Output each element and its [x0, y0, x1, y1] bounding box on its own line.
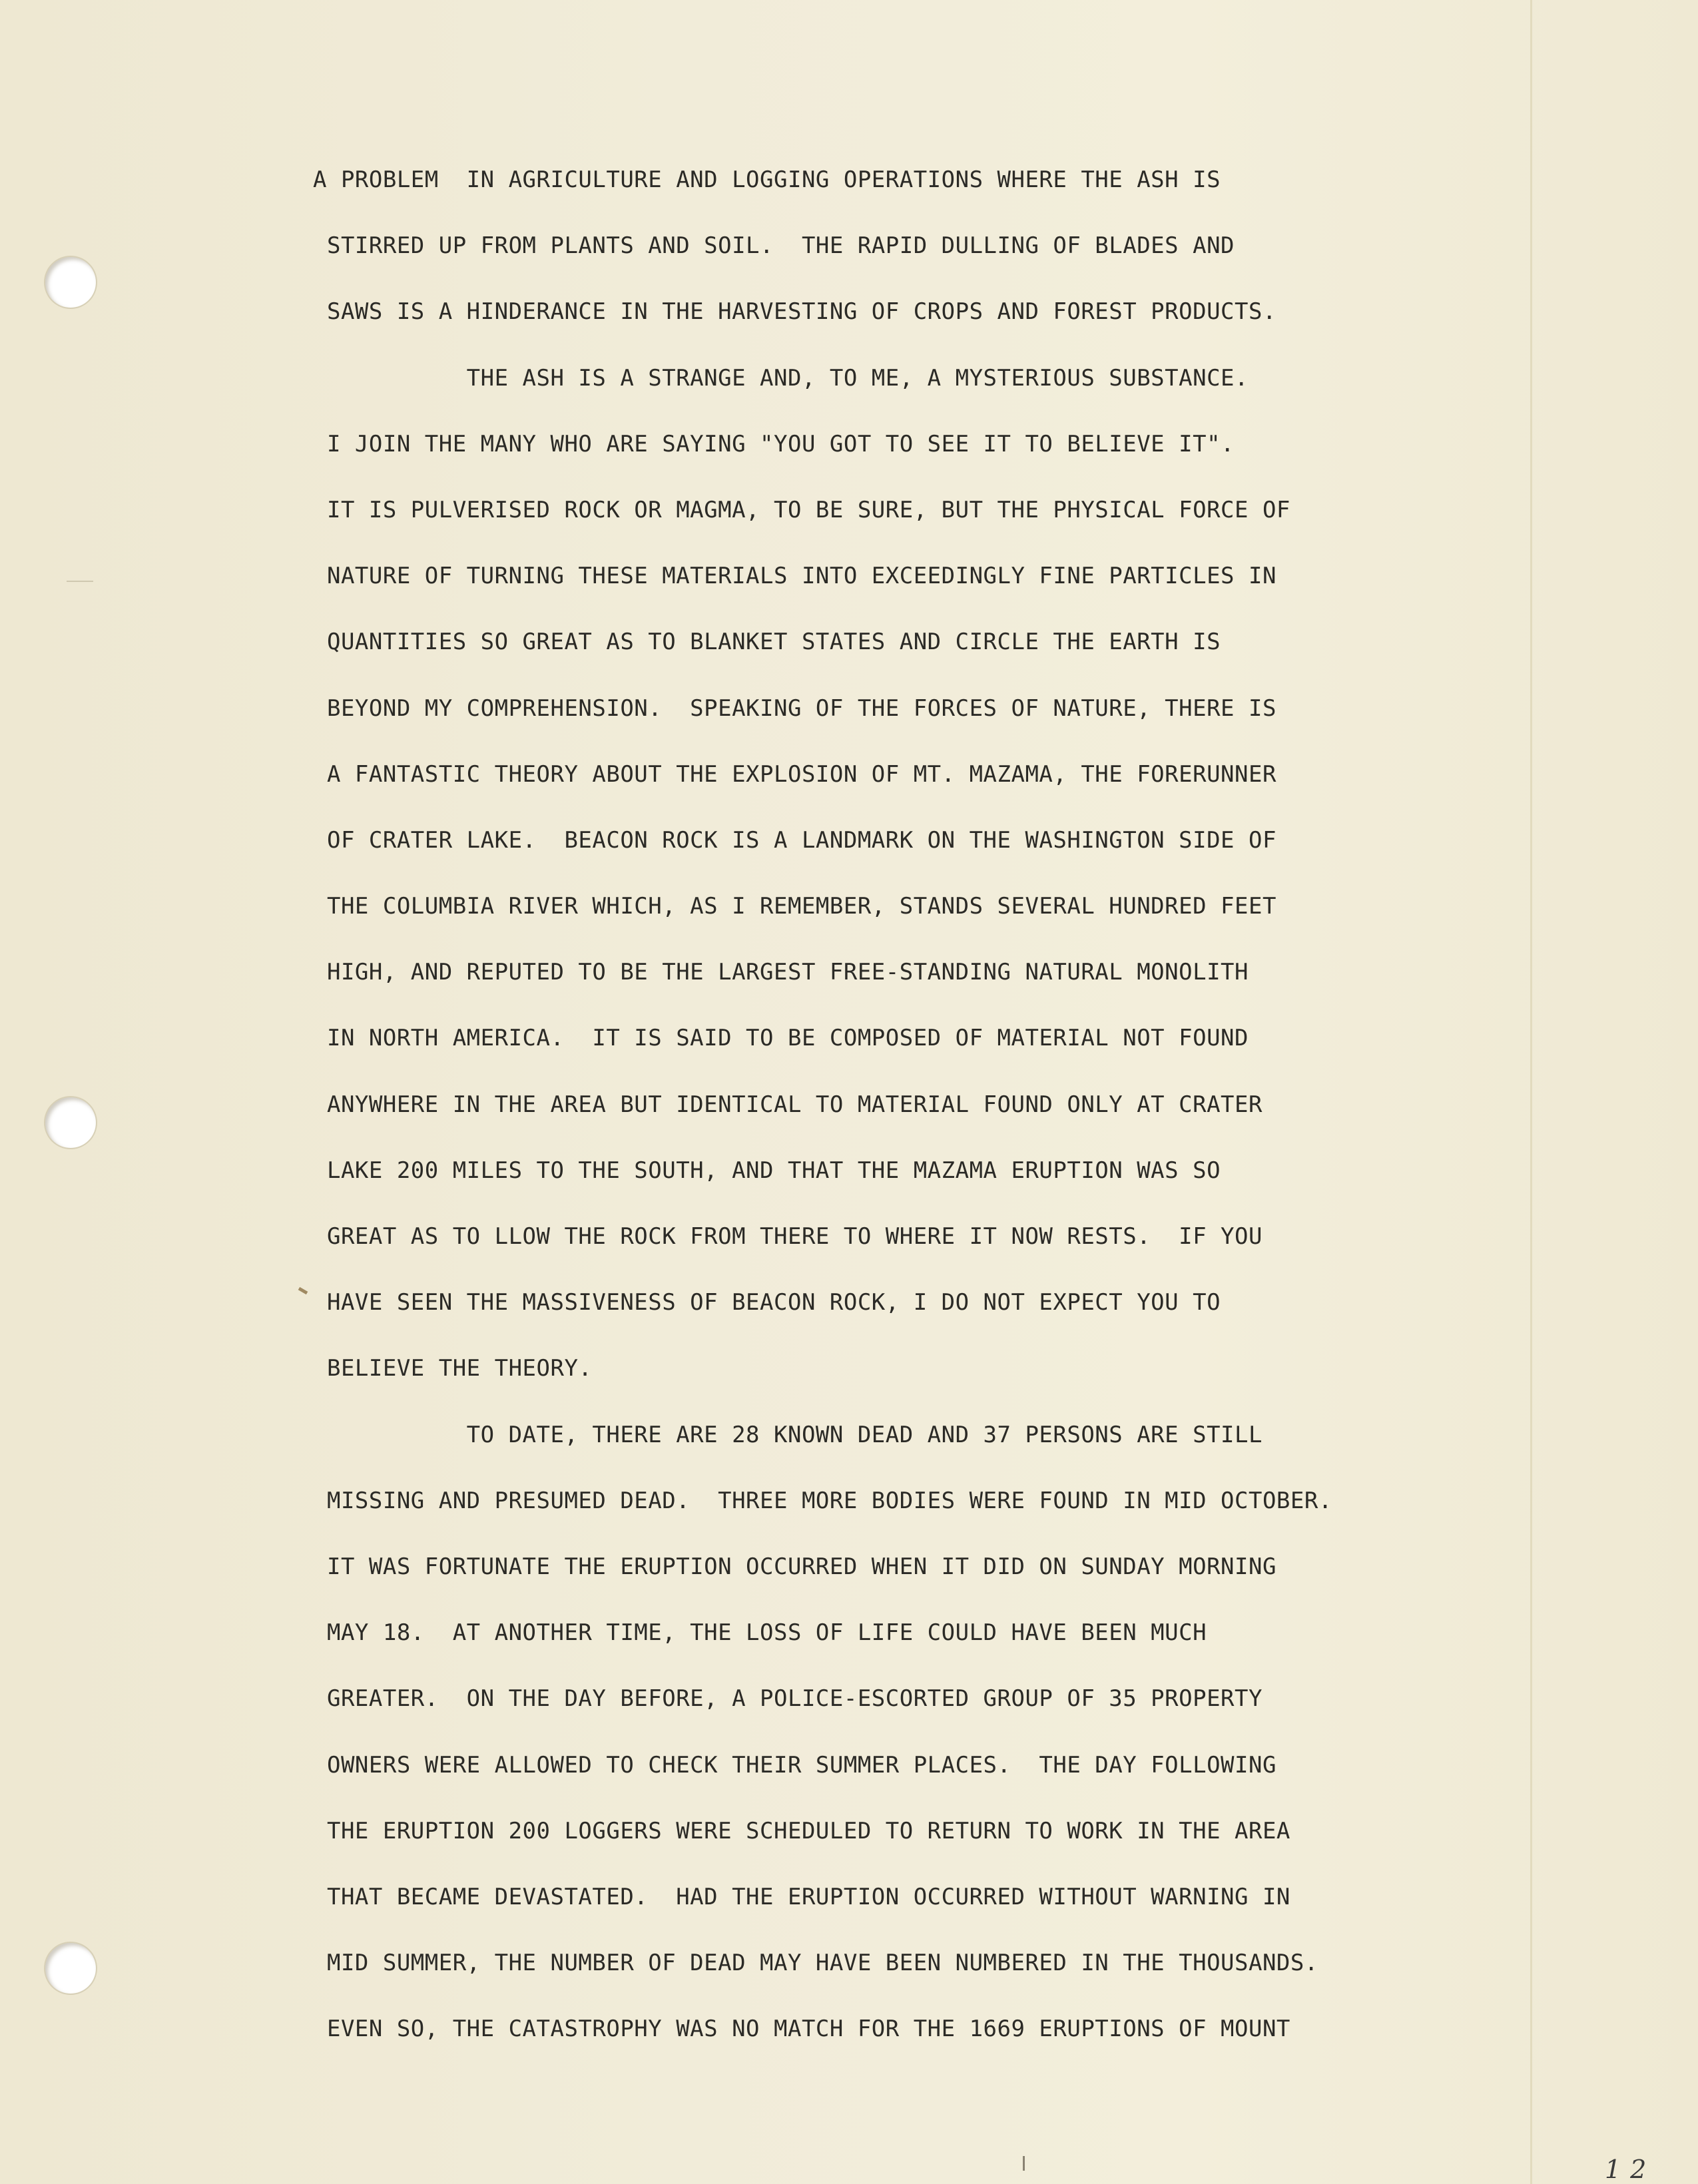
text-line: SAWS IS A HINDERANCE IN THE HARVESTING OF CROPS AND FOREST PRODUCTS.: [313, 298, 1276, 326]
text-line: THAT BECAME DEVASTATED. HAD THE ERUPTION OCCURRED WITHOUT WARNING IN: [313, 1883, 1290, 1910]
text-line: TO DATE, THERE ARE 28 KNOWN DEAD AND 37 PERSONS ARE STILL: [313, 1421, 1263, 1448]
text-line: BEYOND MY COMPREHENSION. SPEAKING OF THE FORCES OF NATURE, THERE IS: [313, 694, 1276, 722]
text-line: EVEN SO, THE CATASTROPHY WAS NO MATCH FOR THE 1669 ERUPTIONS OF MOUNT: [313, 2016, 1290, 2043]
text-line: MISSING AND PRESUMED DEAD. THREE MORE BODIES WERE FOUND IN MID OCTOBER.: [313, 1487, 1332, 1514]
text-line: BELIEVE THE THEORY.: [313, 1355, 593, 1382]
text-line: I JOIN THE MANY WHO ARE SAYING "YOU GOT TO SEE IT TO BELIEVE IT".: [313, 430, 1235, 457]
binder-hole-bottom: [45, 1943, 96, 1994]
text-line: THE ERUPTION 200 LOGGERS WERE SCHEDULED TO RETURN TO WORK IN THE AREA: [313, 1817, 1290, 1844]
text-line: A FANTASTIC THEORY ABOUT THE EXPLOSION OF MT. MAZAMA, THE FORERUNNER: [313, 760, 1276, 788]
text-line: THE COLUMBIA RIVER WHICH, AS I REMEMBER, STANDS SEVERAL HUNDRED FEET: [313, 893, 1276, 920]
text-line: IN NORTH AMERICA. IT IS SAID TO BE COMPOSED OF MATERIAL NOT FOUND: [313, 1025, 1249, 1052]
binder-hole-middle: [45, 1097, 96, 1148]
text-line: IT WAS FORTUNATE THE ERUPTION OCCURRED WHEN IT DID ON SUNDAY MORNING: [313, 1553, 1276, 1580]
stray-mark: [298, 1287, 308, 1294]
text-line: IT IS PULVERISED ROCK OR MAGMA, TO BE SURE, BUT THE PHYSICAL FORCE OF: [313, 496, 1290, 523]
text-line: STIRRED UP FROM PLANTS AND SOIL. THE RAPID DULLING OF BLADES AND: [313, 232, 1235, 260]
text-line: OF CRATER LAKE. BEACON ROCK IS A LANDMARK ON THE WASHINGTON SIDE OF: [313, 826, 1276, 854]
text-line: MAY 18. AT ANOTHER TIME, THE LOSS OF LIFE COULD HAVE BEEN MUCH: [313, 1619, 1207, 1647]
typed-text-body: [313, 160, 1532, 2075]
text-line: GREAT AS TO LLOW THE ROCK FROM THERE TO WHERE IT NOW RESTS. IF YOU: [313, 1223, 1263, 1250]
stray-mark: [67, 581, 93, 582]
text-line: NATURE OF TURNING THESE MATERIALS INTO EXCEEDINGLY FINE PARTICLES IN: [313, 563, 1276, 590]
text-line: GREATER. ON THE DAY BEFORE, A POLICE-ESCORTED GROUP OF 35 PROPERTY: [313, 1685, 1263, 1713]
text-line: OWNERS WERE ALLOWED TO CHECK THEIR SUMMER PLACES. THE DAY FOLLOWING: [313, 1751, 1276, 1778]
text-line: HIGH, AND REPUTED TO BE THE LARGEST FREE-STANDING NATURAL MONOLITH: [313, 959, 1249, 986]
text-line: ANYWHERE IN THE AREA BUT IDENTICAL TO MATERIAL FOUND ONLY AT CRATER: [313, 1091, 1263, 1118]
text-line: THE ASH IS A STRANGE AND, TO ME, A MYSTERIOUS SUBSTANCE.: [313, 364, 1249, 392]
text-line: MID SUMMER, THE NUMBER OF DEAD MAY HAVE BEEN NUMBERED IN THE THOUSANDS.: [313, 1950, 1318, 1977]
binder-hole-top: [45, 257, 96, 308]
text-line: QUANTITIES SO GREAT AS TO BLANKET STATES AND CIRCLE THE EARTH IS: [313, 629, 1221, 656]
page-number: 12: [1605, 2155, 1656, 2184]
stray-mark: [1023, 2156, 1025, 2171]
text-line: A PROBLEM IN AGRICULTURE AND LOGGING OPERATIONS WHERE THE ASH IS: [313, 166, 1221, 193]
text-line: LAKE 200 MILES TO THE SOUTH, AND THAT THE MAZAMA ERUPTION WAS SO: [313, 1157, 1221, 1184]
text-line: HAVE SEEN THE MASSIVENESS OF BEACON ROCK, I DO NOT EXPECT YOU TO: [313, 1289, 1221, 1316]
